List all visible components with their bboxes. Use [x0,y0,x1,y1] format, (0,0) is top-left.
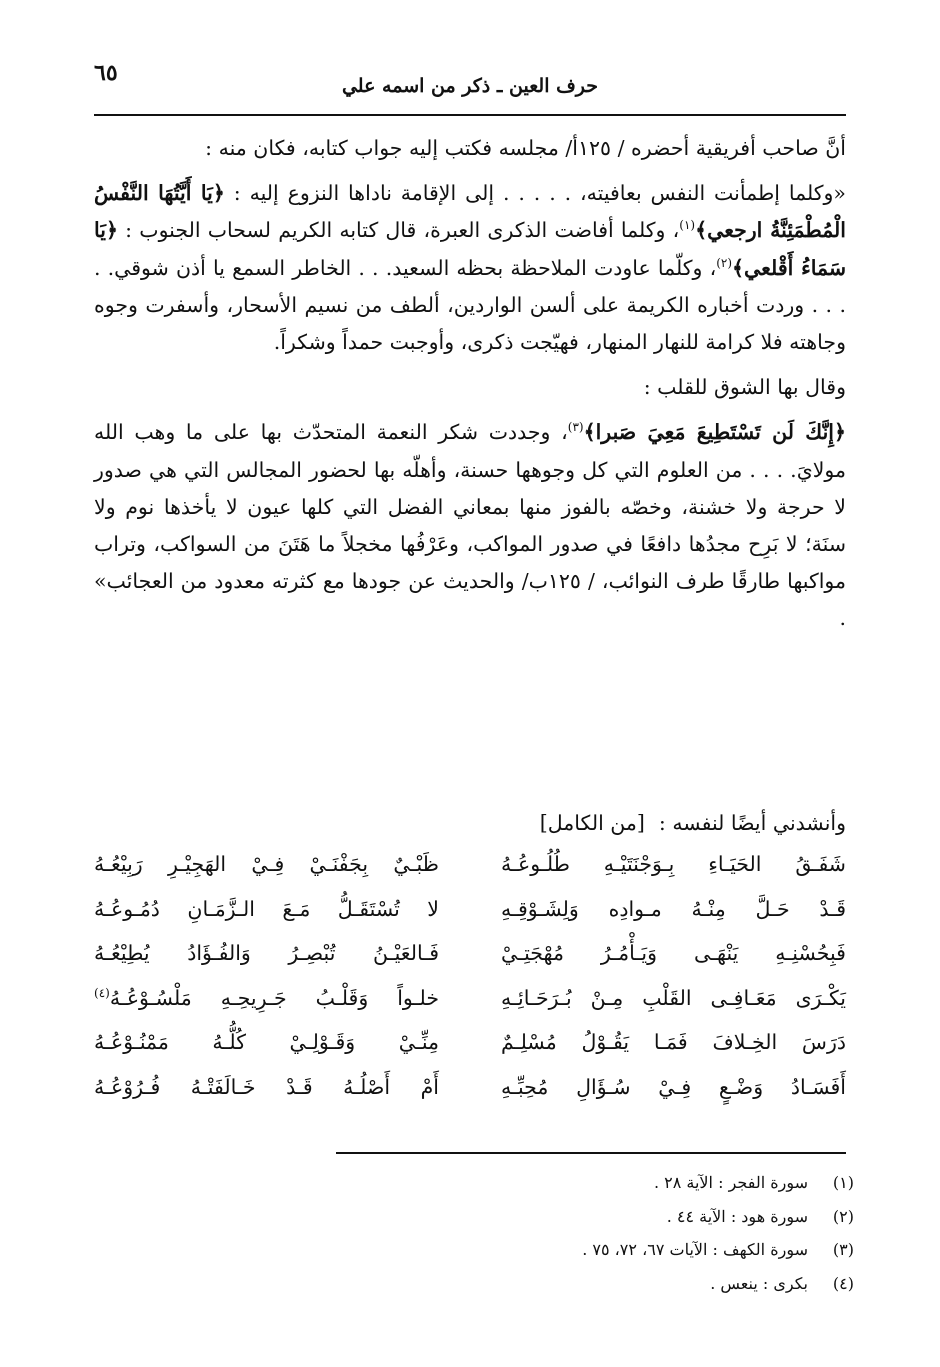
paragraph-2-text-a: «وكلما إطمأنت النفس بعافيته، . . . . . إلى الإقامة ناداها النزوع إليه : [233,181,846,206]
footnote-text: سورة الكهف : الآيات ٦٧، ٧٢، ٧٥ . [582,1240,808,1259]
verse-row [94,842,846,887]
footnote-item [94,1233,854,1267]
verse-left-hemistich [94,976,439,1021]
quran-quote-3: ﴿إِنَّكَ لَن تَسْتَطِيعَ مَعِيَ صَبرا﴾ [583,420,846,445]
poem-meter: [من الكامل] [539,811,645,835]
verse-right-hemistich: قَـدْ حَـلَّ مِنْـهُ مـوادِه وَلِشَـوْقِـهِ [501,896,846,921]
verse-left-hemistich: ظَبْـيٌ بِجَفْنَـيْ فِـيْ الهَجِيْـرِ رَبِيْعُـهُ [94,852,439,876]
poem-intro-text: وأنشدني أيضًا لنفسه : [658,811,846,835]
footnote-item [94,1200,854,1234]
paragraph-3-text: وقال بها الشوق للقلب : [643,375,846,400]
paragraph-4 [94,414,846,637]
verse-row [94,931,846,976]
paragraph-2-text-c: ، وكلّما عاودت الملاحظة بحظه السعيد. . . الخاطر السمع يا أذن شوقي. . . . . وردت أخباره الكريمة على ألسن الواردين، ألطف من نسيم الأسحار، وأسفرت وجوه وجاهته فلا كرامة للنهار المنهار، فهيّجت ذكرى، وأوجبت حمداً وشكراً. [94,255,846,355]
verse-left-hemistich: مِنِّـيْ وَقَـوْلِـيْ كُلُّـهُ مَمْنُـوْعُـهُ [94,1030,439,1055]
footnote-ref-2: (٢) [716,255,733,270]
verse-right-hemistich: يَكْـرَى مَعَـافِـى القَلْبِ مِـنْ بُـرَحَـائِـهِ [501,985,846,1010]
footnote-number: (٤) [832,1273,854,1293]
footnote-text: سورة الفجر : الآية ٢٨ . [653,1173,808,1192]
footnote-number: (٣) [832,1240,854,1259]
verse-right-hemistich: أَفَسَـادُ وَضْـعٍ فِـيْ سُـؤَالِ مُحِبِّـهِ [501,1074,846,1099]
footnote-text: بكرى : ينعس . [710,1273,808,1293]
verse-right-hemistich: فَبِحُسْنِـهِ يَنْهَـى وَيَـأْمُـرُ مُهْجَتِـيْ [501,941,846,966]
paragraph-1 [94,130,846,167]
verse-right-hemistich: دَرَسَ الخِـلافَ فَمَـا يَقُـوْلُ مُسْلِـمٌ [501,1030,846,1055]
main-text [94,130,846,638]
footnote-ref-3: (٣) [567,420,584,435]
footnote-number: (٢) [832,1206,854,1226]
verse-left-hemistich: أَمْ أَصْلُـهُ قَـدْ خَـالَفَتْـهُ فُـرُوْعُـهُ [94,1074,439,1099]
footnotes [94,1166,854,1300]
quran-quote-1: ﴿يَا أَيَّتُهَا النَّفْسُ الْمُطْمَئِنَّةُ ارجعي﴾ [94,181,847,243]
paragraph-1-text: أنَّ صاحب أفريقية أحضره / ١٢٥أ/ مجلسه فكتب إليه جواب كتابه، فكان منه : [205,136,846,160]
verse-row [94,976,846,1021]
quran-quote-2: ﴿يَا سَمَاءُ أَقْلعي﴾ [94,218,846,280]
verse-right-hemistich: شَفَـقُ الحَيَـاءِ بِـوَجْنَتَيْـهِ طُلُـوعُـهُ [501,852,846,876]
verse-left-hemistich: لا تُسْتَقَـلُّ مَـعَ الـزَّمَـانِ دُمُـوعُـهُ [94,896,439,921]
footnote-ref-4: (٤) [94,985,110,1000]
page-number: ٦٥ [94,60,118,86]
paragraph-4-text: ، وجددت شكر النعمة المتحدّث بها على ما وهب الله مولايَ. . . . من العلوم التي كل وجوهها حسنة، وأهلّه بها لحضور المجالس التي هي صدور لا حرجة ولا خشنة، وخصّه بالفوز منها بمعاني الفضل التي كلها عيون لا يأخذها نوم ولا سنَة؛ لا بَرِح مجدُها دافعًا في صدور المواكب، وعَرْفُها مخجلاً ما هَتَنَ من السواكب، وتراب مواكبها طارقًا طرف النوائب، / ١٢٥ب/ والحديث عن جودها مع كثرته معدود من العجائب» . [94,420,846,631]
header-rule [94,114,846,116]
verse-row [94,887,846,932]
running-title: حرف العين ـ ذكر من اسمه علي [341,75,599,97]
paragraph-2 [94,175,846,361]
paragraph-2-text-b: ، وكلما أفاضت الذكرى العبرة، قال كتابه الكريم لسحاب الجنوب : [125,218,680,243]
poem-verses [94,842,846,1110]
footnote-number: (١) [832,1173,854,1192]
footnote-ref-1: (١) [679,218,696,233]
footnote-item [94,1166,854,1200]
footnote-rule [336,1152,846,1154]
verse-row [94,1065,846,1110]
verse-left-text: خلـواً وَقَلْـبُ جَـرِيحِـهِ مَلْسُـوْعُـهُ [109,985,439,1010]
footnote-item [94,1267,854,1301]
poem-intro [94,805,846,841]
verse-row [94,1020,846,1065]
footnote-text: سورة هود : الآية ٤٤ . [666,1206,808,1226]
verse-left-hemistich: فَـالعَيْـنُ تُبْصِـرُ وَالفُـؤَادُ يُطِيْعُـهُ [94,941,439,966]
paragraph-3 [94,369,846,406]
